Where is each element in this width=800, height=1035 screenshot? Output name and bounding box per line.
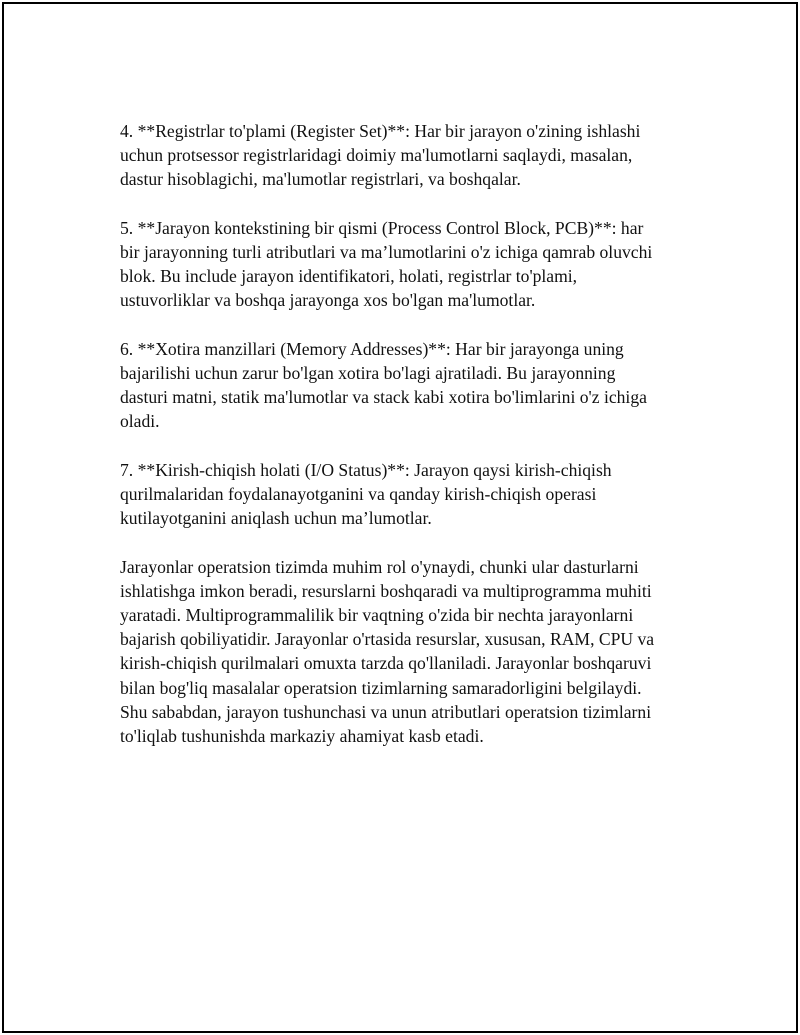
paragraph-conclusion <box>120 555 700 749</box>
text-line: bajarish qobiliyatidir. Jarayonlar o'rtasida resurslar, xususan, RAM, CPU va <box>120 629 655 650</box>
text-line: 4. **Registrlar to'plami (Register Set)**: Har bir jarayon o'zining ishlashi <box>120 121 641 141</box>
text-line: uchun protsessor registrlaridagi doimiy ma'lumotlarni saqlaydi, masalan, <box>120 145 633 166</box>
text-line: yaratadi. Multiprogrammalilik bir vaqtning o'zida bir nechta jarayonlarni <box>120 605 634 625</box>
text-line: ishlatishga imkon beradi, resurslarni boshqaradi va multiprogramma muhiti <box>120 580 652 601</box>
text-line: dastur hisoblagichi, ma'lumotlar registrlari, va boshqalar. <box>120 169 521 190</box>
text-line: Shu sababdan, jarayon tushunchasi va unun atributlari operatsion tizimlarni <box>120 701 652 722</box>
text-line: oladi. <box>120 411 160 432</box>
text-line: qurilmalaridan foydalanayotganini va qanday kirish-chiqish operasi <box>120 484 597 504</box>
text-line: blok. Bu include jarayon identifikatori, holati, registrlar to'plami, <box>120 266 578 287</box>
document-page <box>2 2 798 1033</box>
text-line: bajarilishi uchun zarur bo'lgan xotira bo'lagi ajratiladi. Bu jarayonning <box>120 363 616 383</box>
text-line: 5. **Jarayon kontekstining bir qismi (Process Control Block, PCB)**: har <box>120 217 644 238</box>
paragraph-io-status <box>120 458 700 531</box>
text-line: to'liqlab tushunishda markaziy ahamiyat kasb etadi. <box>120 726 484 747</box>
paragraph-memory-addresses <box>120 337 700 434</box>
text-line: dasturi matni, statik ma'lumotlar va stack kabi xotira bo'limlarini o'z ichiga <box>120 387 647 408</box>
text-line: bilan bog'liq masalalar operatsion tizimlarning samaradorligini belgilaydi. <box>120 677 642 698</box>
paragraph-register-set <box>120 119 700 192</box>
paragraph-pcb <box>120 216 700 313</box>
text-line: 6. **Xotira manzillari (Memory Addresses)**: Har bir jarayonga uning <box>120 338 624 359</box>
text-line: kutilayotganini aniqlash uchun ma’lumotlar. <box>120 508 432 529</box>
text-line: ustuvorliklar va boshqa jarayonga xos bo'lgan ma'lumotlar. <box>120 290 536 311</box>
text-line: kirish-chiqish qurilmalari omuxta tarzda qo'llaniladi. Jarayonlar boshqaruvi <box>120 653 652 674</box>
text-line: Jarayonlar operatsion tizimda muhim rol o'ynaydi, chunki ular dasturlarni <box>120 556 639 577</box>
text-line: bir jarayonning turli atributlari va ma’lumotlarini o'z ichiga qamrab oluvchi <box>120 242 653 262</box>
text-line: 7. **Kirish-chiqish holati (I/O Status)**: Jarayon qaysi kirish-chiqish <box>120 459 612 480</box>
document-body <box>120 119 700 772</box>
